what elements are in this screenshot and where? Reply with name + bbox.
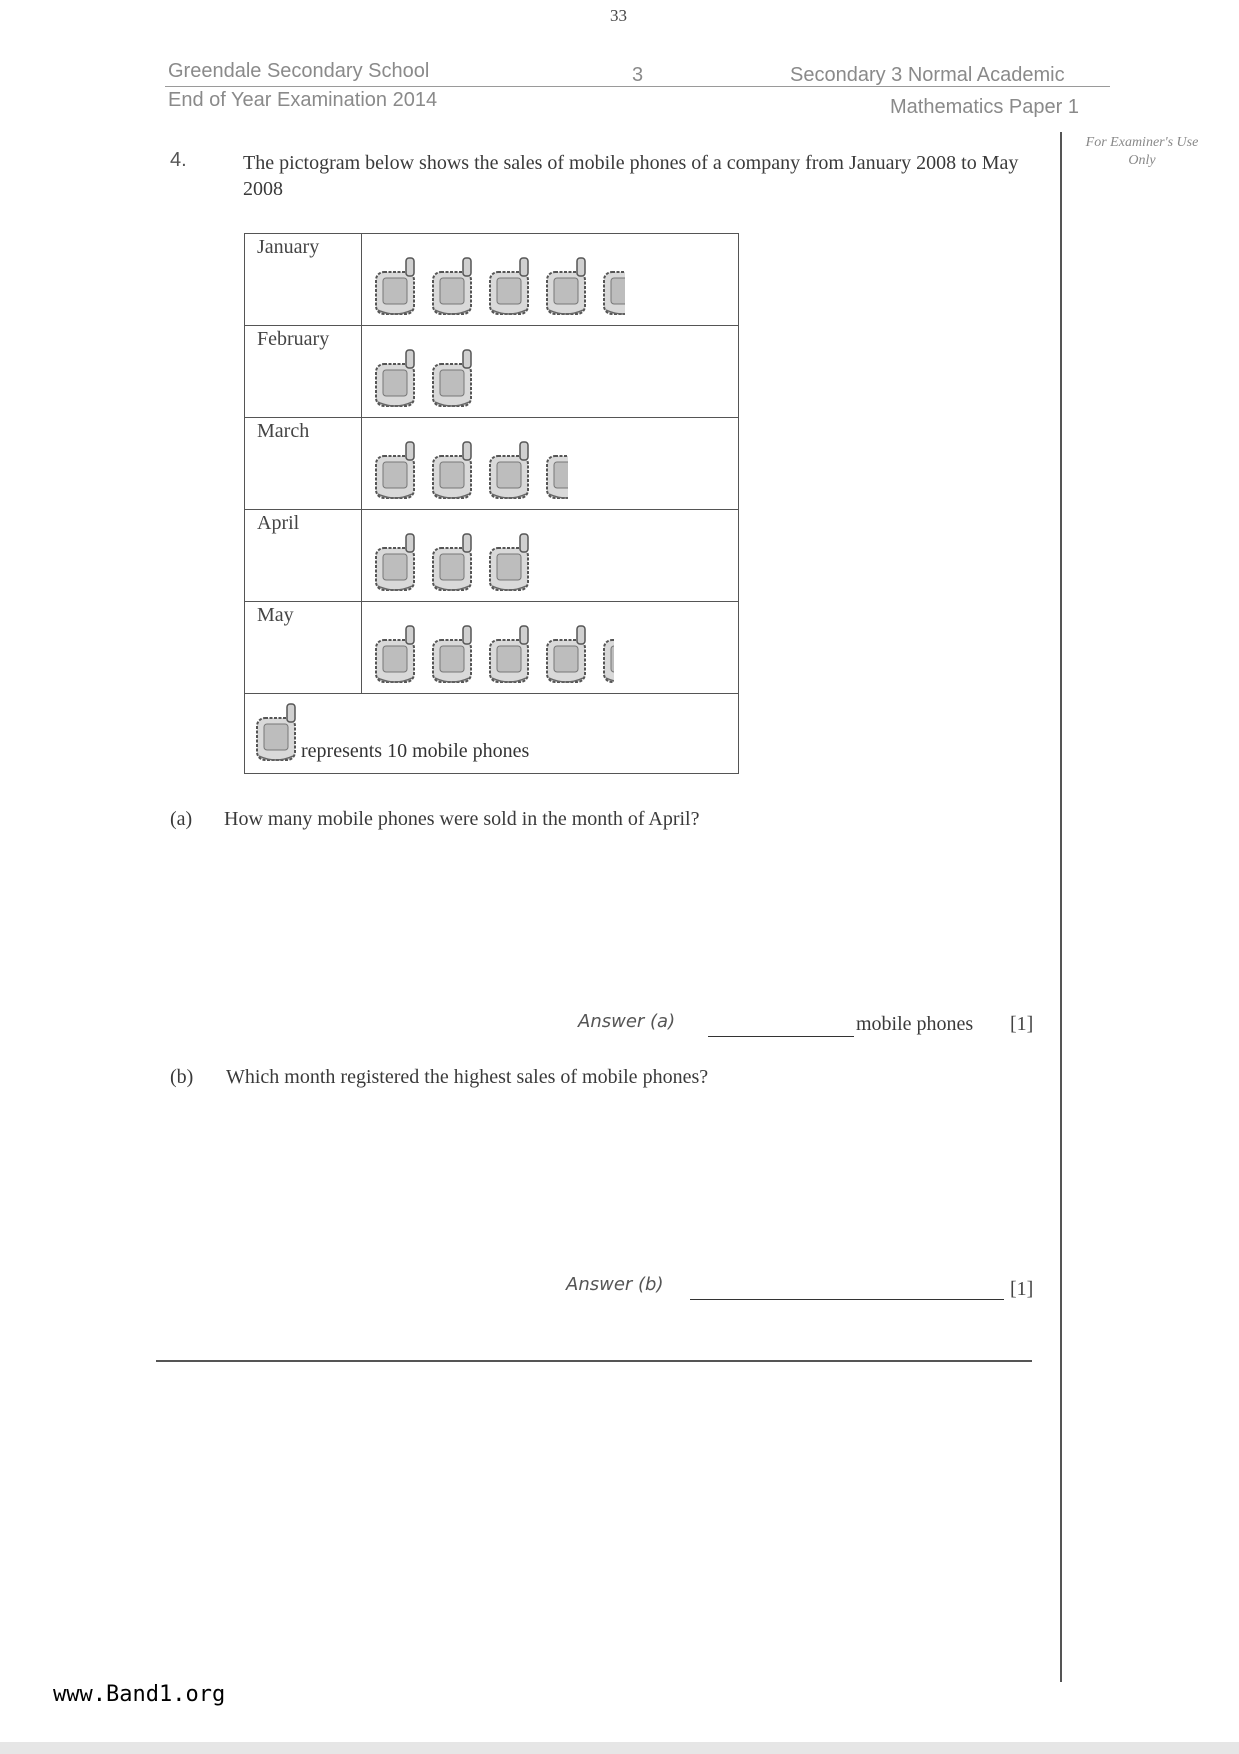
row-march xyxy=(245,418,739,510)
phone-icon xyxy=(602,624,614,684)
phone-icon xyxy=(488,532,534,592)
phone-icon xyxy=(255,702,301,762)
phone-icons-may xyxy=(374,614,738,684)
phone-icon xyxy=(431,532,477,592)
phone-icon xyxy=(374,256,420,316)
phone-icon xyxy=(374,532,420,592)
phone-icons-march xyxy=(374,430,738,500)
paper-name: Mathematics Paper 1 xyxy=(890,96,1079,118)
answer-a-suffix: mobile phones xyxy=(856,1013,974,1035)
level-name: Secondary 3 Normal Academic xyxy=(790,64,1065,86)
month-label: March xyxy=(245,418,362,510)
phone-icon xyxy=(374,440,420,500)
answer-b-line[interactable] xyxy=(690,1299,1004,1300)
answer-b-label: Answer (b) xyxy=(566,1274,664,1295)
footer-url: www.Band1.org xyxy=(53,1682,226,1707)
phone-icons-february xyxy=(374,338,738,408)
phone-icon xyxy=(545,624,591,684)
part-a-label: (a) xyxy=(170,808,193,830)
phone-icon xyxy=(545,440,568,500)
phone-icon xyxy=(431,348,477,408)
header-page-number: 3 xyxy=(632,64,644,86)
phone-icon xyxy=(602,256,625,316)
phone-icon xyxy=(431,440,477,500)
phone-icon xyxy=(545,256,591,316)
row-january xyxy=(245,234,739,326)
examiner-margin-line xyxy=(1060,132,1062,1682)
row-may xyxy=(245,602,739,694)
page-top-number: 33 xyxy=(610,6,627,25)
phone-icon xyxy=(431,624,477,684)
answer-a-line[interactable] xyxy=(708,1036,854,1037)
month-label: April xyxy=(245,510,362,602)
month-label: February xyxy=(245,326,362,418)
exam-name: End of Year Examination 2014 xyxy=(168,89,438,111)
phone-icon xyxy=(488,624,534,684)
phone-icons-january xyxy=(374,246,738,316)
answer-a-mark: [1] xyxy=(1010,1013,1034,1035)
pictogram-table xyxy=(244,233,739,774)
part-b-label: (b) xyxy=(170,1066,194,1088)
answer-b-mark: [1] xyxy=(1010,1278,1034,1300)
part-a-question: How many mobile phones were sold in the month of April? xyxy=(224,808,700,830)
row-key xyxy=(245,694,739,774)
scan-edge xyxy=(0,1742,1239,1754)
phone-icons-april xyxy=(374,522,738,592)
phone-icon xyxy=(488,440,534,500)
month-label: May xyxy=(245,602,362,694)
phone-icon xyxy=(374,624,420,684)
phone-icon xyxy=(431,256,477,316)
month-label: January xyxy=(245,234,362,326)
key-phone-icon xyxy=(255,702,301,767)
header-rule xyxy=(165,86,1110,87)
question-number: 4. xyxy=(170,149,187,171)
key-text: represents 10 mobile phones xyxy=(301,740,530,762)
phone-icon xyxy=(374,348,420,408)
school-name: Greendale Secondary School xyxy=(168,60,430,82)
answer-a-label: Answer (a) xyxy=(578,1011,676,1032)
examiner-use-label: For Examiner's Use Only xyxy=(1085,135,1199,168)
question-text: The pictogram below shows the sales of mobile phones of a company from January 2008 to May 2008 xyxy=(243,152,1019,200)
row-february xyxy=(245,326,739,418)
section-end-rule xyxy=(156,1360,1032,1362)
part-b-question: Which month registered the highest sales of mobile phones? xyxy=(226,1066,709,1088)
row-april xyxy=(245,510,739,602)
phone-icon xyxy=(488,256,534,316)
